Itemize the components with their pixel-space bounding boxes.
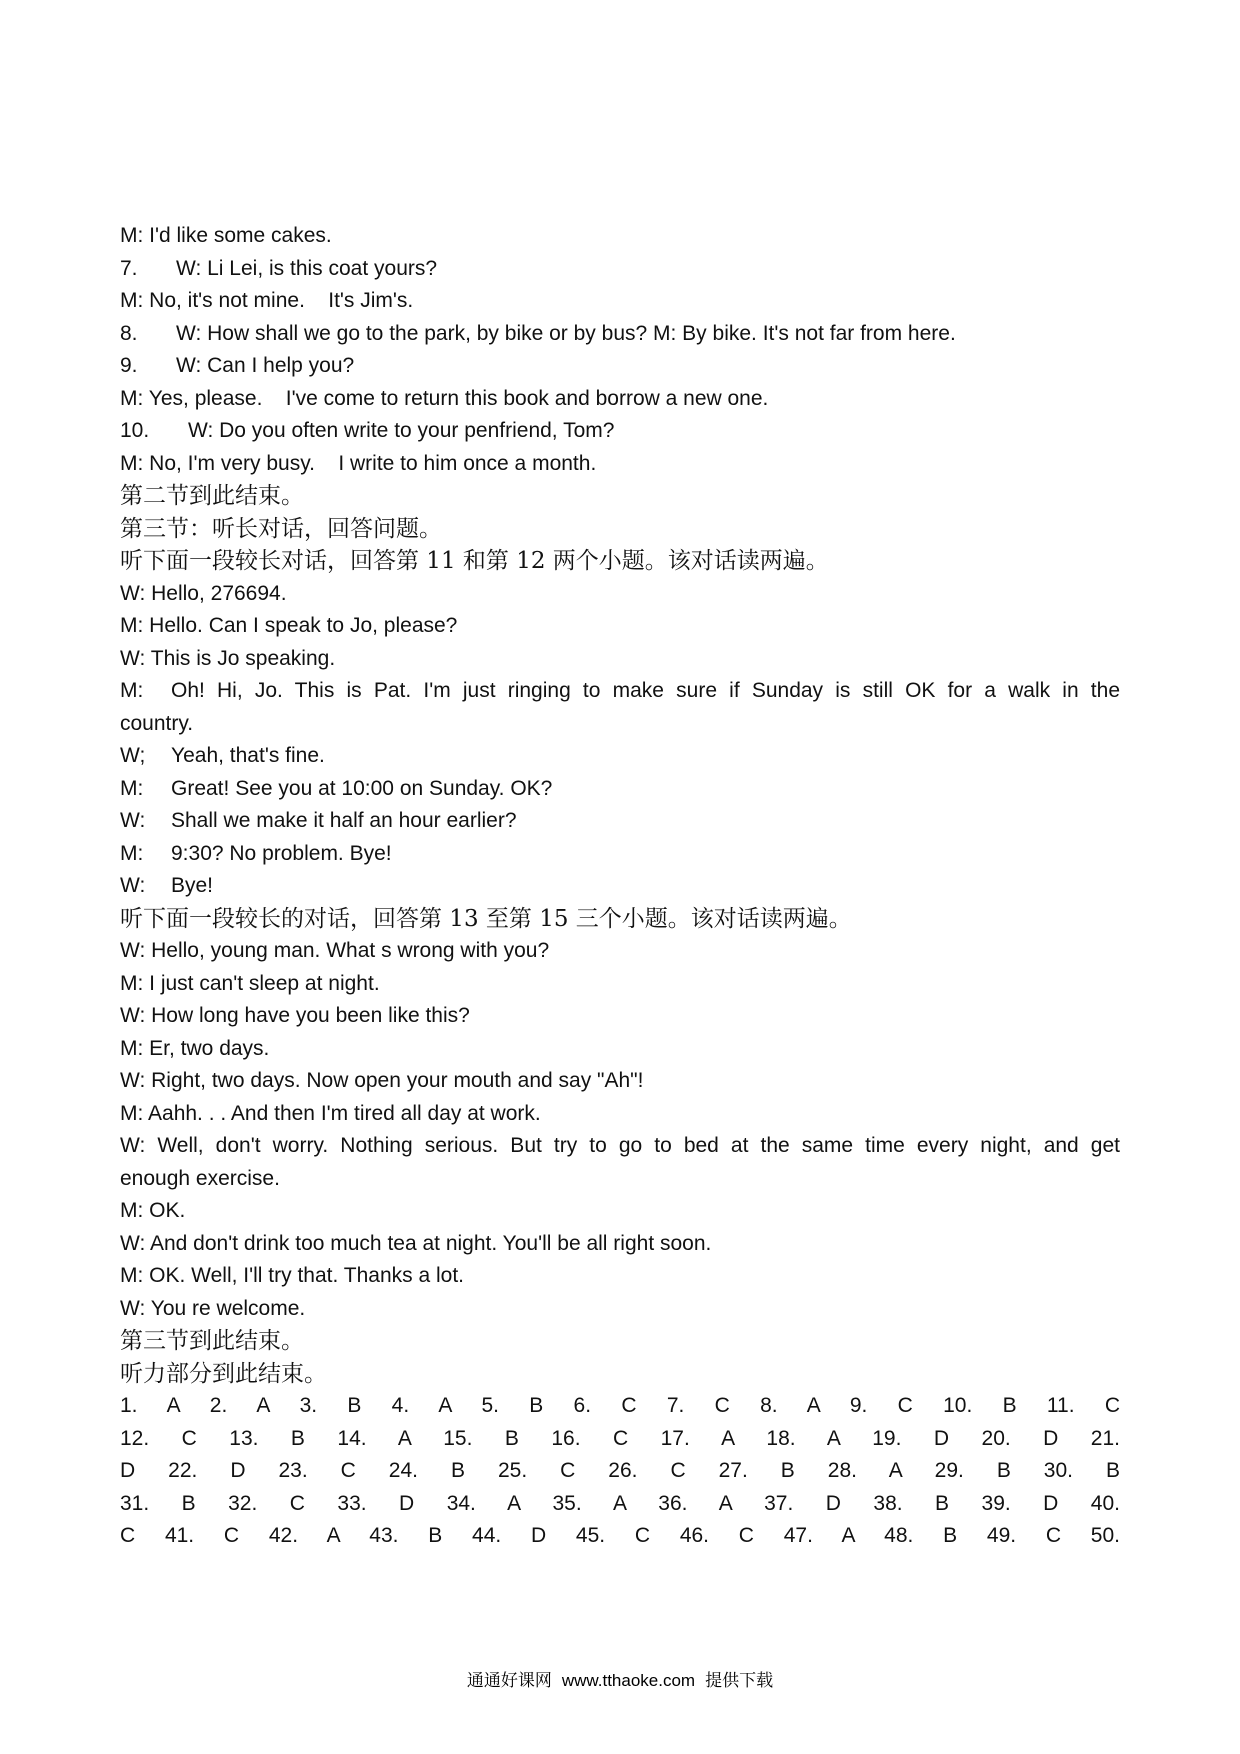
dialogue2-line (120, 1260, 1120, 1293)
speaker-label: W; (120, 744, 146, 767)
section3-heading: 第三节：听长对话，回答问题。 (120, 515, 442, 542)
q8-question-line (120, 318, 1120, 351)
dialogue-text: Bye! (171, 874, 214, 897)
dialogue-text: I just can't sleep at night. (149, 971, 380, 995)
answer-key-line: D 22. D 23. C 24. B 25. C 26. C 27. B 28. A 29. B 30. B (120, 1459, 1120, 1482)
listening-end-note: 听力部分到此结束。 (120, 1360, 327, 1387)
dialogue2-line (120, 1195, 1120, 1228)
answer-key-line: C 41. C 42. A 43. B 44. D 45. C 46. C 47. A 48. B 49. C 50. (120, 1524, 1120, 1547)
footer-url: www.tthaoke.com (561, 1671, 696, 1690)
q9-answer-line (120, 383, 1120, 416)
dialogue1-instruction: 听下面一段较长对话，回答第 11 和第 12 两个小题。该对话读两遍。 (120, 548, 829, 574)
dialogue2-line (120, 1293, 1120, 1326)
dialogue-text: M: Yes, please. I've come to return this book and borrow a new one. (120, 386, 769, 410)
question-number: 8. (120, 321, 138, 345)
speaker-label: M: (120, 1264, 144, 1287)
speaker-label: M: (120, 679, 144, 702)
speaker-label: M: (120, 776, 144, 800)
dialogue2-line (120, 1098, 1120, 1131)
q7-question-line (120, 253, 1120, 286)
dialogue1-line (120, 610, 1120, 643)
speaker-label: W: (120, 1134, 146, 1157)
speaker-label: M: (120, 1199, 144, 1222)
answer-key-line: 12. C 13. B 14. A 15. B 16. C 17. A 18. A 19. D 20. D 21. (120, 1426, 1120, 1450)
dialogue-text: Er, two days. (149, 1036, 270, 1060)
dialogue2-line (120, 968, 1120, 1001)
speaker-label: W: (120, 1004, 146, 1027)
dialogue-text: 9:30? No problem. Bye! (171, 841, 392, 865)
dialogue-text: W: Can I help you? (176, 354, 355, 377)
footer-action: 提供下载 (705, 1671, 774, 1690)
dialogue1-line (120, 740, 1120, 773)
dialogue-text: Yeah, that's fine. (171, 744, 325, 767)
dialogue1-line (120, 675, 1120, 708)
speaker-label: W: (120, 1296, 146, 1320)
dialogue-text: Aahh. . . And then I'm tired all day at work. (148, 1101, 541, 1125)
dialogue-text: M: I'd like some cakes. (120, 224, 332, 247)
dialogue-text: Hello, 276694. (151, 581, 287, 605)
dialogue1-line (120, 578, 1120, 611)
speaker-label: M: (120, 1036, 144, 1060)
dialogue1-line (120, 838, 1120, 871)
speaker-label: W: (120, 646, 146, 670)
dialogue2-line (120, 1033, 1120, 1066)
speaker-label: W: (120, 809, 146, 832)
dialogue-text: W: Do you often write to your penfriend, Tom? (188, 419, 615, 442)
dialogue1-line-continuation (120, 708, 1120, 741)
dialogue-text: OK. Well, I'll try that. Thanks a lot. (149, 1264, 465, 1287)
dialogue-text: Oh! Hi, Jo. This is Pat. I'm just ringing to make sure if Sunday is still OK for a walk in the (171, 679, 1120, 702)
speaker-label: M: (120, 841, 144, 865)
dialogue2-line (120, 1000, 1120, 1033)
speaker-label: W: (120, 939, 146, 962)
speaker-label: W: (120, 581, 146, 605)
speaker-label: W: (120, 1231, 146, 1255)
answer-key-line: 31. B 32. C 33. D 34. A 35. A 36. A 37. D 38. B 39. D 40. (120, 1491, 1120, 1515)
dialogue-text: W: Li Lei, is this coat yours? (176, 256, 438, 280)
dialogue2-instruction: 听下面一段较长的对话，回答第 13 至第 15 三个小题。该对话读两遍。 (120, 905, 852, 932)
page-footer (0, 1668, 1240, 1694)
q9-question-line (120, 350, 1120, 383)
listening-script (120, 220, 1120, 1553)
dialogue2-line (120, 1130, 1120, 1163)
dialogue-text: enough exercise. (120, 1166, 280, 1190)
dialogue1-line (120, 643, 1120, 676)
dialogue2-line-continuation (120, 1163, 1120, 1196)
answer-key-line: 1. A 2. A 3. B 4. A 5. B 6. C 7. C 8. A 9. C 10. B 11. C (120, 1394, 1120, 1417)
dialogue-text: Shall we make it half an hour earlier? (171, 809, 517, 832)
q6-reply-line (120, 220, 1120, 253)
section3-end-note: 第三节到此结束。 (120, 1328, 304, 1354)
dialogue-text: Well, don't worry. Nothing serious. But try to go to bed at the same time every night, and get (157, 1134, 1120, 1157)
speaker-label: M: (120, 1101, 144, 1125)
dialogue-text: W: How shall we go to the park, by bike or by bus? M: By bike. It's not far from here. (176, 321, 956, 345)
speaker-label: M: (120, 614, 144, 637)
dialogue-text: OK. (149, 1199, 186, 1222)
dialogue1-line (120, 870, 1120, 903)
dialogue-text: Hello, young man. What s wrong with you? (151, 939, 550, 962)
dialogue-text: And don't drink too much tea at night. You'll be all right soon. (149, 1231, 712, 1255)
dialogue-text: Right, two days. Now open your mouth and say "Ah"! (151, 1069, 644, 1092)
q7-answer-line (120, 285, 1120, 318)
speaker-label: W: (120, 874, 146, 897)
footer-site-name: 通通好课网 (466, 1671, 552, 1690)
dialogue2-line (120, 1065, 1120, 1098)
q10-answer-line (120, 448, 1120, 481)
question-number: 9. (120, 354, 138, 377)
speaker-label: M: (120, 971, 144, 995)
question-number: 7. (120, 256, 138, 280)
question-number: 10. (120, 419, 150, 442)
dialogue1-line (120, 805, 1120, 838)
dialogue-text: country. (120, 711, 194, 735)
dialogue-text: M: No, I'm very busy. I write to him once a month. (120, 451, 597, 475)
q10-question-line (120, 415, 1120, 448)
dialogue-text: Hello. Can I speak to Jo, please? (149, 614, 458, 637)
dialogue-text: Great! See you at 10:00 on Sunday. OK? (171, 776, 553, 800)
dialogue-text: How long have you been like this? (151, 1004, 470, 1027)
dialogue-text: This is Jo speaking. (150, 646, 336, 670)
section2-end-note: 第二节到此结束。 (120, 483, 304, 509)
dialogue1-line (120, 773, 1120, 806)
dialogue-text: You re welcome. (150, 1296, 306, 1320)
speaker-label: W: (120, 1069, 146, 1092)
dialogue-text: M: No, it's not mine. It's Jim's. (120, 289, 414, 312)
dialogue2-line (120, 935, 1120, 968)
dialogue2-line (120, 1228, 1120, 1261)
